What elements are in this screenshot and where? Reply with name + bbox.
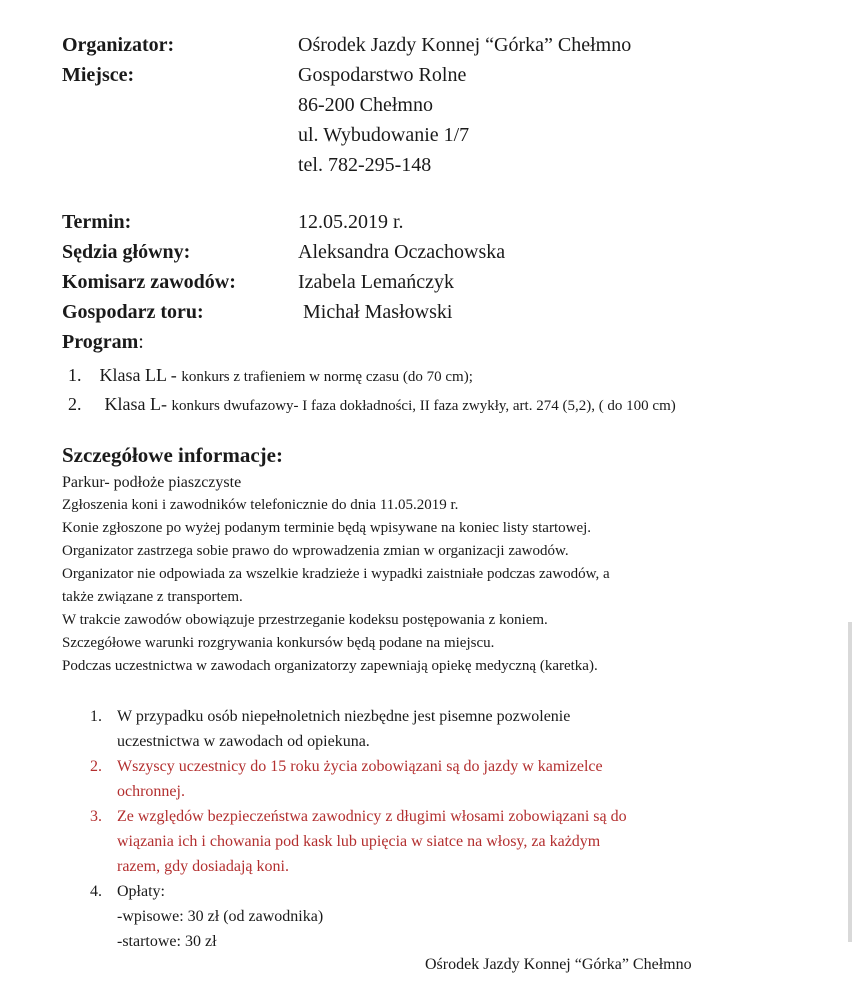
- rule-line: wiązania ich i chowania pod kask lub upięcia w siatce na włosy, za każdym: [117, 833, 601, 850]
- date-label: Termin:: [62, 211, 132, 233]
- program-heading: [62, 330, 144, 354]
- signature: Ośrodek Jazdy Konnej “Górka” Chełmno: [425, 956, 692, 973]
- details-parkur: Parkur- podłoże piaszczyste: [62, 474, 242, 491]
- rule-item: [90, 705, 570, 729]
- course-host-label: Gospodarz toru:: [62, 301, 204, 323]
- details-line: W trakcie zawodów obowiązuje przestrzeganie kodeksu postępowania z koniem.: [62, 612, 548, 628]
- fees-number: 4.: [90, 883, 102, 900]
- course-host-value: Michał Masłowski: [303, 301, 453, 323]
- program-item-number: 2.: [68, 394, 82, 414]
- rule-number: 1.: [90, 708, 102, 725]
- rule-line: uczestnictwa w zawodach od opiekuna.: [117, 733, 370, 750]
- rule-line: W przypadku osób niepełnoletnich niezbędne jest pisemne pozwolenie: [117, 708, 571, 725]
- organizer-row: [62, 33, 631, 57]
- fees-title: Opłaty:: [117, 883, 165, 900]
- program-item-desc: konkurs z trafieniem w normę czasu (do 70 cm);: [181, 369, 473, 385]
- details-line: Organizator nie odpowiada za wszelkie kradzieże i wypadki zaistniałe podczas zawodów, a: [62, 566, 610, 582]
- place-line: Gospodarstwo Rolne: [298, 64, 467, 86]
- program-item-number: 1.: [68, 365, 82, 385]
- commissioner-row: [62, 270, 454, 294]
- fees-line: -wpisowe: 30 zł (od zawodnika): [117, 908, 324, 925]
- fees-item: [90, 880, 165, 904]
- program-item-title: Klasa L-: [104, 394, 167, 414]
- details-line: Podczas uczestnictwa w zawodach organizatorzy zapewniają opiekę medyczną (karetka).: [62, 658, 598, 674]
- rule-number: 2.: [90, 758, 102, 775]
- place-label: Miejsce:: [62, 64, 135, 86]
- details-heading: Szczegółowe informacje:: [62, 443, 283, 467]
- commissioner-label: Komisarz zawodów:: [62, 271, 236, 293]
- program-item: [68, 364, 473, 388]
- program-label: Program: [62, 331, 139, 353]
- program-item-desc: konkurs dwufazowy- I faza dokładności, II faza zwykły, art. 274 (5,2), ( do 100 cm): [171, 398, 676, 414]
- details-line: Szczegółowe warunki rozgrywania konkursów będą podane na miejscu.: [62, 635, 495, 651]
- place-line: ul. Wybudowanie 1/7: [298, 124, 470, 146]
- program-item: [68, 393, 676, 417]
- place-row: [62, 63, 466, 87]
- organizer-label: Organizator:: [62, 34, 175, 56]
- details-line: także związane z transportem.: [62, 589, 243, 605]
- judge-value: Aleksandra Oczachowska: [298, 241, 506, 263]
- organizer-value: Ośrodek Jazdy Konnej “Górka” Chełmno: [298, 34, 632, 56]
- details-line: Konie zgłoszone po wyżej podanym terminie będą wpisywane na koniec listy startowej.: [62, 520, 592, 536]
- rule-line: razem, gdy dosiadają koni.: [117, 858, 289, 875]
- judge-row: [62, 240, 505, 264]
- rule-line: Ze względów bezpieczeństwa zawodnicy z długimi włosami zobowiązani są do: [117, 808, 627, 825]
- place-line: 86-200 Chełmno: [298, 94, 433, 116]
- date-row: [62, 210, 404, 234]
- program-item-title: Klasa LL -: [99, 365, 177, 385]
- program-colon: :: [138, 331, 144, 353]
- page-edge-divider: [848, 622, 852, 942]
- rule-number: 3.: [90, 808, 102, 825]
- details-line: Organizator zastrzega sobie prawo do wprowadzenia zmian w organizacji zawodów.: [62, 543, 569, 559]
- commissioner-value: Izabela Lemańczyk: [298, 271, 455, 293]
- details-line: Zgłoszenia koni i zawodników telefonicznie do dnia 11.05.2019 r.: [62, 497, 459, 513]
- course-host-row: [62, 300, 452, 324]
- place-line: tel. 782-295-148: [298, 154, 432, 176]
- rule-item: [90, 755, 603, 779]
- rule-line: Wszyscy uczestnicy do 15 roku życia zobowiązani są do jazdy w kamizelce: [117, 758, 603, 775]
- judge-label: Sędzia główny:: [62, 241, 191, 263]
- date-value: 12.05.2019 r.: [298, 211, 404, 233]
- rule-item: [90, 805, 627, 829]
- fees-line: -startowe: 30 zł: [117, 933, 217, 950]
- rule-line: ochronnej.: [117, 783, 185, 800]
